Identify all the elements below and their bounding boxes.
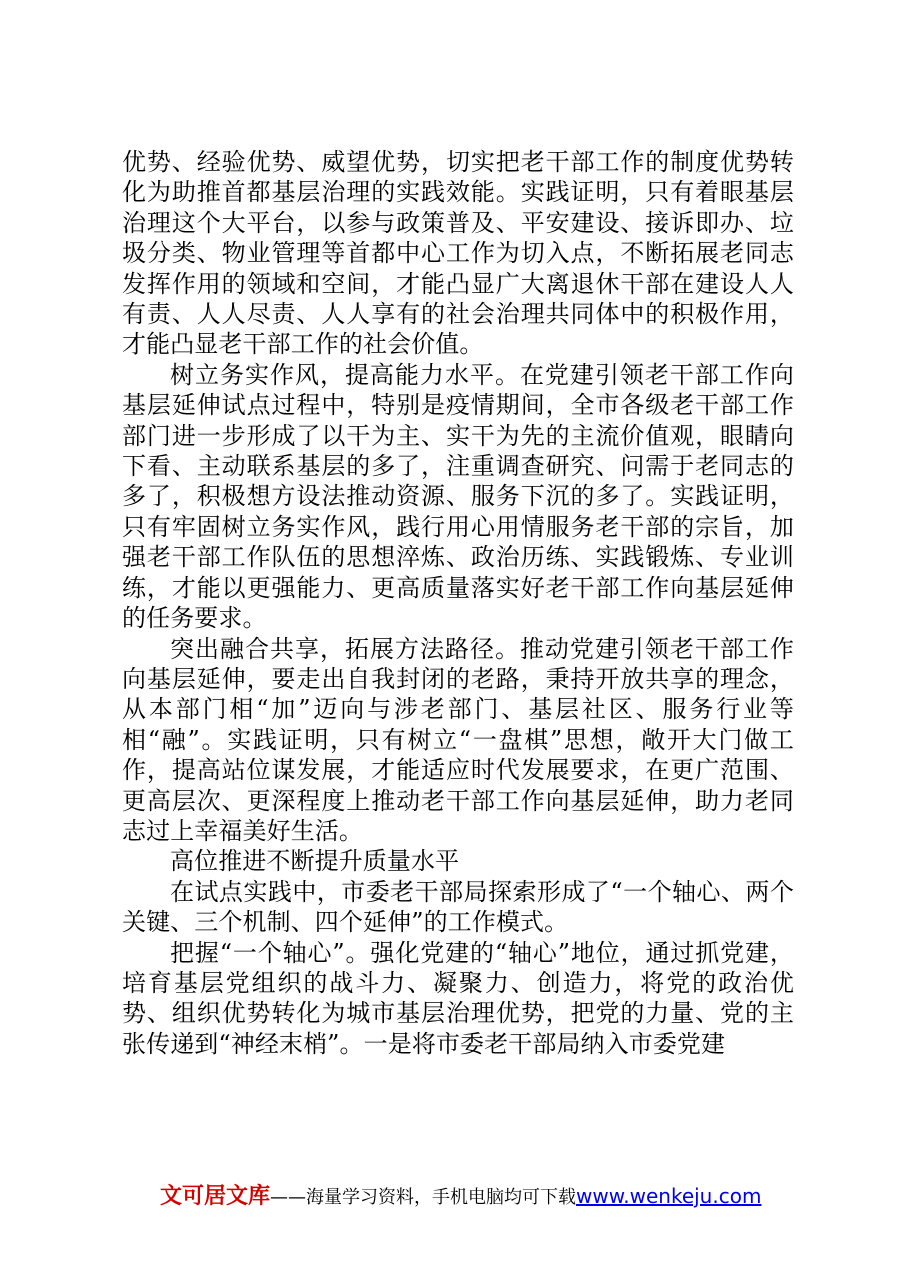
footer-brand: 文可居文库 — [160, 1184, 271, 1209]
paragraph-2: 树立务实作风，提高能力水平。在党建引领老干部工作向基层延伸试点过程中，特别是疫情期间，全市各级老干部工作部门进一步形成了以干为主、实干为先的主流价值观，眼睛向下看、主动联系基层的多了，注重调查研究、问需于老同志的多了，积极想方设法推动资源、服务下沉的多了。实践证明，只有牢固树立务实作风，践行用心用情服务老干部的宗旨，加强老干部工作队伍的思想淬炼、政治历练、实践锻炼、专业训练，才能以更强能力、更高质量落实好老干部工作向基层延伸的任务要求。 — [122, 360, 794, 633]
paragraph-1: 优势、经验优势、威望优势，切实把老干部工作的制度优势转化为助推首都基层治理的实践效能。实践证明，只有着眼基层治理这个大平台，以参与政策普及、平安建设、接诉即办、垃圾分类、物业管理等首都中心工作为切入点，不断拓展老同志发挥作用的领域和空间，才能凸显广大离退休干部在建设人人有责、人人尽责、人人享有的社会治理共同体中的积极作用，才能凸显老干部工作的社会价值。 — [122, 148, 794, 359]
section-heading: 高位推进不断提升质量水平 — [170, 847, 460, 876]
paragraph-3: 突出融合共享，拓展方法路径。推动党建引领老干部工作向基层延伸，要走出自我封闭的老路，秉持开放共享的理念，从本部门相“加”迈向与涉老部门、基层社区、服务行业等相“融”。实践证明，只有树立“一盘棋”思想，敞开大门做工作，提高站位谋发展，才能适应时代发展要求，在更广范围、更高层次、更深程度上推动老干部工作向基层延伸，助力老同志过上幸福美好生活。 — [122, 634, 794, 845]
document-body — [122, 147, 794, 1059]
footer-link[interactable]: www.wenkeju.com — [576, 1184, 762, 1208]
footer-slogan: ——海量学习资料，手机电脑均可下载 — [270, 1187, 577, 1208]
paragraph-5: 把握“一个轴心”。强化党建的“轴心”地位，通过抓党建，培育基层党组织的战斗力、凝聚力、创造力，将党的政治优势、组织优势转化为城市基层治理优势，把党的力量、党的主张传递到“神经末梢”。一是将市委老干部局纳入市委党建 — [122, 938, 794, 1058]
paragraph-4: 在试点实践中，市委老干部局探索形成了“一个轴心、两个关键、三个机制、四个延伸”的工作模式。 — [122, 877, 794, 937]
footer-banner — [160, 1182, 800, 1212]
